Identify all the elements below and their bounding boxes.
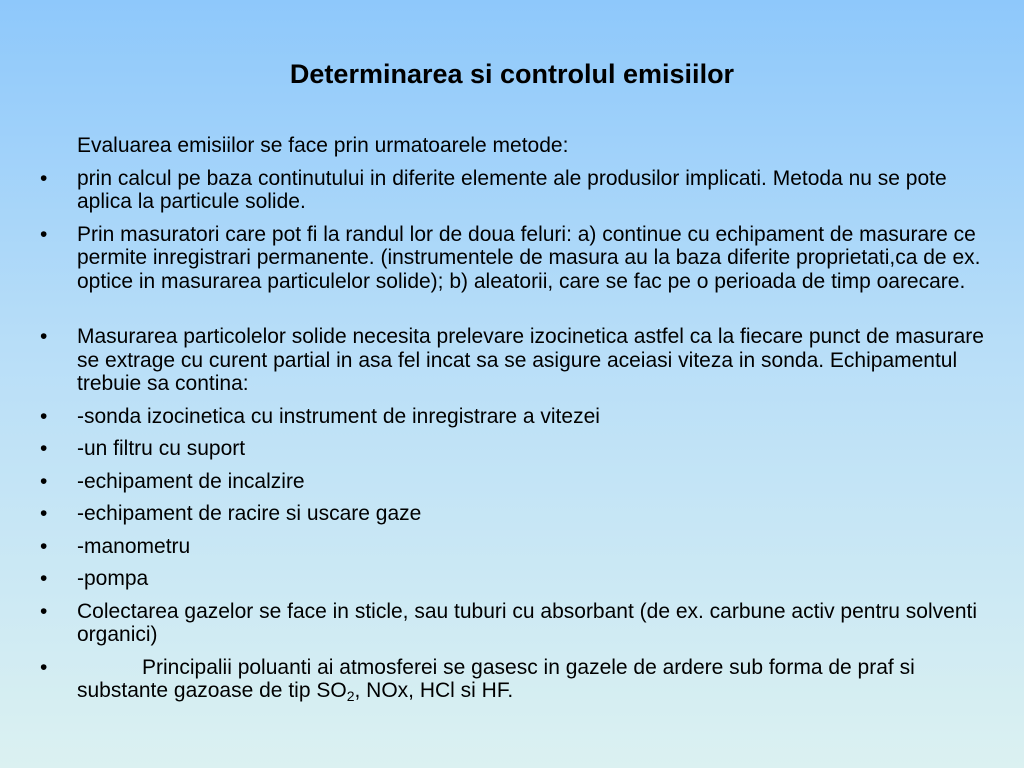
intro-text: [0, 134, 1024, 158]
bullet-icon: •: [40, 166, 48, 190]
list-item: [0, 437, 1024, 461]
list-item-text: -sonda izocinetica cu instrument de inregistrare a vitezei: [77, 404, 600, 428]
list-item-text: -echipament de racire si uscare gaze: [77, 502, 422, 525]
list-item: [0, 470, 1024, 494]
list-item: [0, 600, 1024, 647]
bullet-icon: •: [40, 502, 48, 525]
list-item-text: prin calcul pe baza continutului in diferite elemente ale produsilor implicati. Metoda nu se pote aplica la particule solide.: [77, 166, 947, 213]
slide-title: Determinarea si controlul emisiilor: [289, 59, 735, 89]
list-item-text: Masurarea particolelor solide necesita prelevare izocinetica astfel ca la fiecare punct de masurare se extrage cu curent partial in asa fel incat sa se asigure aceiasi viteza in sonda. Echipamentul trebuie sa contina:: [77, 325, 984, 395]
subscript-text: 2: [346, 688, 355, 704]
bullet-icon: •: [40, 404, 48, 428]
list-item-text: -manometru: [77, 534, 191, 558]
bullet-icon: •: [40, 567, 48, 590]
list-item-text: Principalii poluanti ai atmosferei se gasesc in gazele de ardere sub forma de praf si substante gazoase de tip SO: [77, 655, 915, 702]
list-item: [0, 405, 1024, 429]
list-item: [0, 567, 1024, 591]
bullet-icon: •: [40, 325, 48, 348]
list-item-text: -echipament de incalzire: [77, 469, 305, 493]
bullet-icon: •: [40, 222, 48, 246]
list-item-text: Prin masuratori care pot fi la randul lor de doua feluri: a) continue cu echipament de masurare ce permite inregistrari permanente. (instrumentele de masura au la baza diferite proprietati,ca de ex. optice in masurarea particulelor solide); b) aleatorii, care se fac pe o perioada de timp oarecare.: [77, 222, 981, 293]
list-item: [0, 167, 1024, 214]
list-item-text: -pompa: [77, 567, 149, 590]
bullet-icon: •: [40, 599, 48, 623]
intro-label: Evaluarea emisiilor se face prin urmatoarele metode:: [77, 134, 569, 157]
list-item: [0, 535, 1024, 559]
list-item-text: Colectarea gazelor se face in sticle, sau tuburi cu absorbant (de ex. carbune activ pentru solventi organici): [77, 599, 977, 646]
list-item-text-end: , NOx, HCl si HF.: [354, 679, 514, 702]
list-item: [0, 223, 1024, 294]
bullet-icon: •: [40, 655, 48, 679]
list-item: [0, 325, 1024, 396]
list-item: [0, 656, 1024, 703]
list-item-text: -un filtru cu suport: [77, 437, 246, 460]
slide-body: [0, 134, 1024, 703]
bullet-icon: •: [40, 469, 48, 493]
bullet-icon: •: [40, 437, 48, 460]
bullet-icon: •: [40, 534, 48, 558]
list-item: [0, 502, 1024, 526]
